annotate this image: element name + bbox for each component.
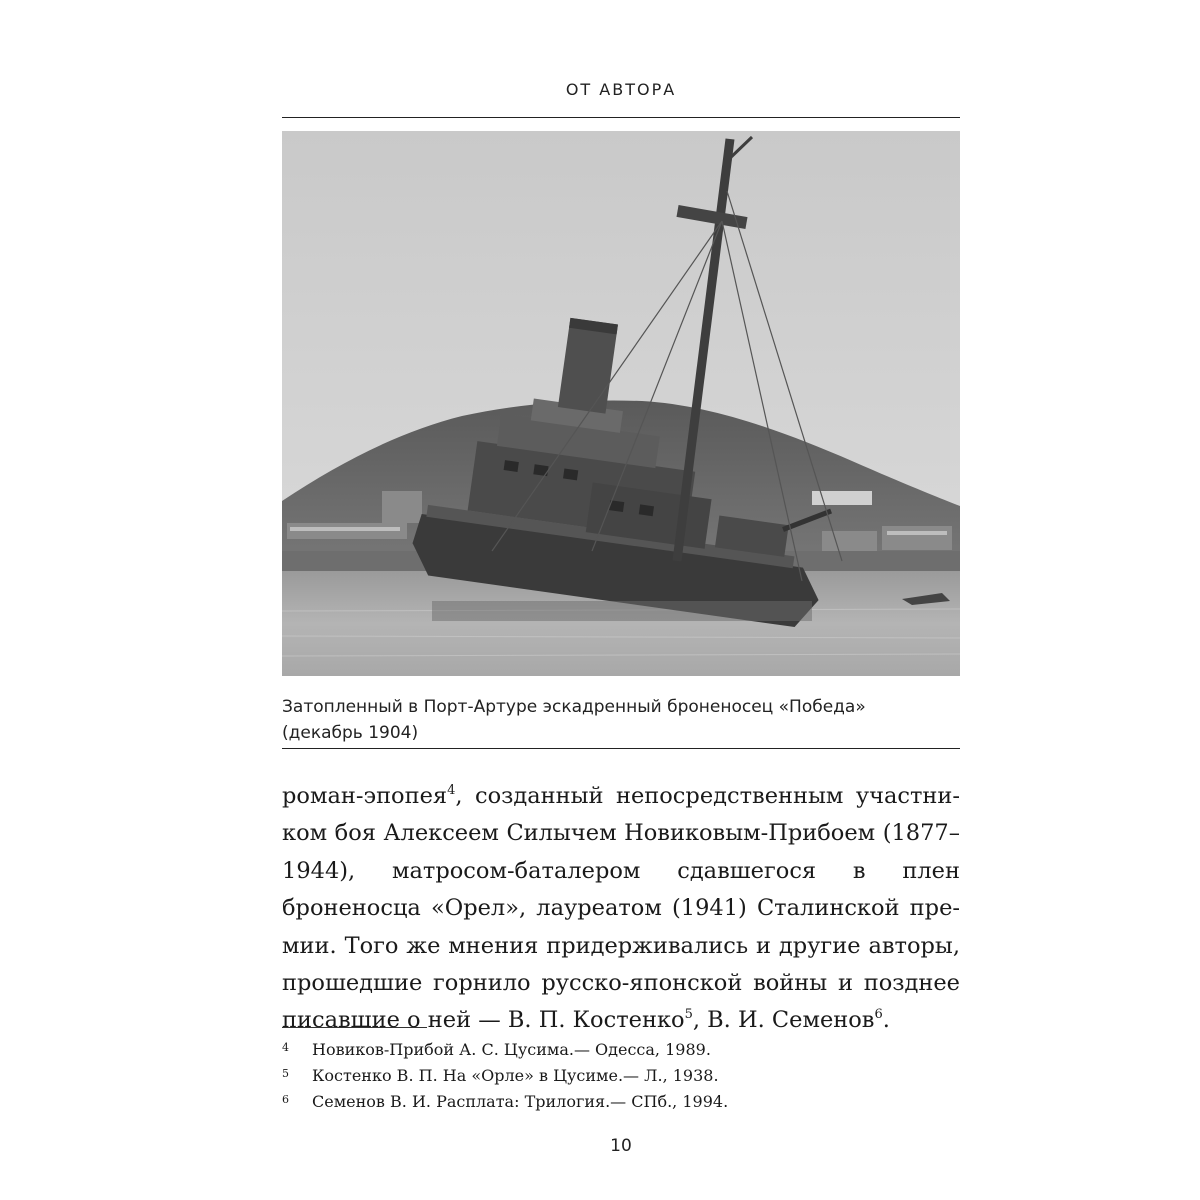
footnote-ref[interactable]: 4 [447,783,456,798]
header-rule [282,117,960,118]
footnote-number: 5 [282,1067,289,1080]
figure-caption [282,694,960,746]
caption-line: (декабрь 1904) [282,723,419,743]
body-line: 1944), матросом-баталером сдавшегося в плен [282,857,960,884]
footnote-number: 4 [282,1041,289,1054]
footnote-item [282,1062,960,1088]
body-paragraph [282,778,960,1040]
body-line: броненосца «Орел», лауреатом (1941) Сталинской пре- [282,895,960,922]
body-line: прошедшие горнило русско-японской войны и позднее [282,970,960,997]
body-line: ком боя Алексеем Силычем Новиковым-Прибоем (1877– [282,820,960,847]
sunken-battleship-photo [282,131,960,676]
body-line: роман-эпопея$^4$, созданный непосредственным участни- [282,783,960,809]
caption-line: Затопленный в Порт-Артуре эскадренный броненосец «Победа» [282,697,866,717]
footnote-number: 6 [282,1093,289,1106]
footnote-ref[interactable]: 6 [874,1007,883,1023]
footnote-text: Костенко В. П. На «Орле» в Цусиме.— Л., 1938. [312,1066,719,1085]
footnote-ref[interactable]: 5 [684,1007,693,1023]
footnote-rule [282,1027,427,1028]
footnote-text: Семенов В. И. Расплата: Трилогия.— СПб., 1994. [312,1092,729,1111]
footnote-item [282,1036,960,1062]
footnote-text: Новиков-Прибой А. С. Цусима.— Одесса, 1989. [312,1040,711,1059]
caption-rule [282,748,960,749]
page-number: 10 [610,1136,632,1156]
body-line: писавшие о ней — В. П. Костенко$^5$, В. И. Семенов$^6$. [282,1007,890,1034]
footnotes [282,1036,960,1114]
running-head: ОТ АВТОРА [565,80,677,99]
body-line: мии. Того же мнения придерживались и другие авторы, [282,932,960,959]
footnote-item [282,1088,960,1114]
